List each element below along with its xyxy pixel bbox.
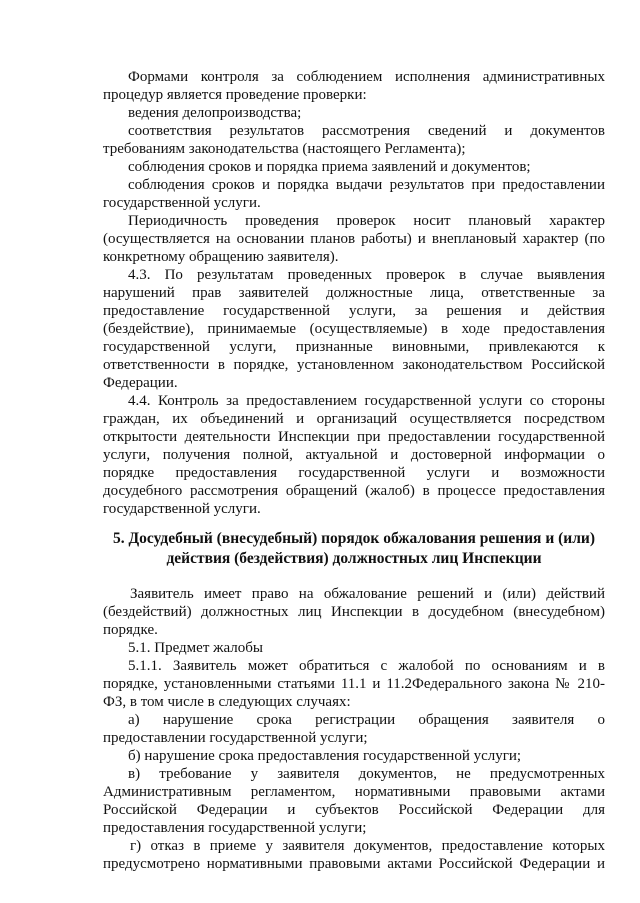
text-line: досудебного рассмотрения обращений (жалоб) в процессе предоставления — [103, 483, 605, 499]
text-line: порядке. — [103, 622, 158, 638]
text-line: ответственности в порядке, установленном законодательством Российской — [103, 357, 605, 373]
text-line: Федерации. — [103, 375, 178, 391]
text-line: порядке предоставления государственной услуги и возможности — [103, 465, 605, 481]
text-line: (бездействий) должностных лиц Инспекции в досудебном (внесудебном) — [103, 604, 605, 620]
text-line: услуги, получения полной, актуальной и достоверной информации о — [103, 447, 605, 463]
text-line: Административным регламентом, нормативными правовыми актами — [103, 784, 605, 800]
text-line: Российской Федерации и субъектов Российской Федерации для — [103, 802, 605, 818]
section-heading: действия (бездействия) должностных лиц Инспекции — [166, 550, 542, 567]
text-line: г) отказ в приеме у заявителя документов, предоставление которых — [130, 838, 605, 854]
text-line: б) нарушение срока предоставления государственной услуги; — [128, 748, 522, 764]
text-line: 5.1.1. Заявитель может обратиться с жалобой по основаниям и в — [128, 658, 605, 674]
text-line: соблюдения сроков и порядка приема заявлений и документов; — [128, 159, 531, 175]
text-line: соответствия результатов рассмотрения сведений и документов — [128, 123, 605, 139]
text-line: Заявитель имеет право на обжалование решений и (или) действий — [130, 586, 605, 602]
text-line: 4.4. Контроль за предоставлением государственной услуги со стороны — [128, 393, 605, 409]
text-line: государственной услуги, признанные виновными, привлекаются к — [103, 339, 605, 355]
text-line: соблюдения сроков и порядка выдачи результатов при предоставлении — [128, 177, 605, 193]
text-line: открытости деятельности Инспекции при предоставлении государственной — [103, 429, 605, 445]
text-line: а) нарушение срока регистрации обращения заявителя о — [128, 712, 605, 728]
text-line: требованиям законодательства (настоящего Регламента); — [103, 141, 466, 157]
text-line: порядке, установленными статьями 11.1 и 11.2Федерального закона № 210- — [103, 676, 605, 692]
section-heading: 5. Досудебный (внесудебный) порядок обжалования решения и (или) — [112, 530, 596, 547]
text-line: конкретному обращению заявителя). — [103, 249, 339, 265]
text-line: (осуществляется на основании планов работы) и внеплановый характер (по — [103, 231, 605, 247]
text-line: ведения делопроизводства; — [128, 105, 302, 121]
subsection-title: 5.1. Предмет жалобы — [128, 640, 263, 656]
text-line: Периодичность проведения проверок носит плановый характер — [128, 213, 605, 229]
text-line: предоставлении государственной услуги; — [103, 730, 368, 746]
text-line: ФЗ, в том числе в следующих случаях: — [103, 694, 351, 710]
text-line: Формами контроля за соблюдением исполнения административных — [128, 69, 605, 85]
text-line: предоставления государственной услуги; — [103, 820, 367, 836]
text-line: нарушений прав заявителей должностные лица, ответственные за — [103, 285, 605, 301]
text-line: государственной услуги. — [103, 501, 261, 517]
text-line: предусмотрено нормативными правовыми актами Российской Федерации и — [103, 856, 605, 872]
text-line: (бездействие), принимаемые (осуществляемые) в ходе предоставления — [103, 321, 605, 337]
text-line: граждан, их объединений и организаций осуществляется посредством — [103, 411, 605, 427]
text-line: процедур является проведение проверки: — [103, 87, 367, 103]
text-line: в) требование у заявителя документов, не предусмотренных — [128, 766, 605, 782]
text-line: государственной услуги. — [103, 195, 261, 211]
text-line: предоставление государственной услуги, за решения и действия — [103, 303, 605, 319]
text-line: 4.3. По результатам проведенных проверок в случае выявления — [128, 267, 605, 283]
